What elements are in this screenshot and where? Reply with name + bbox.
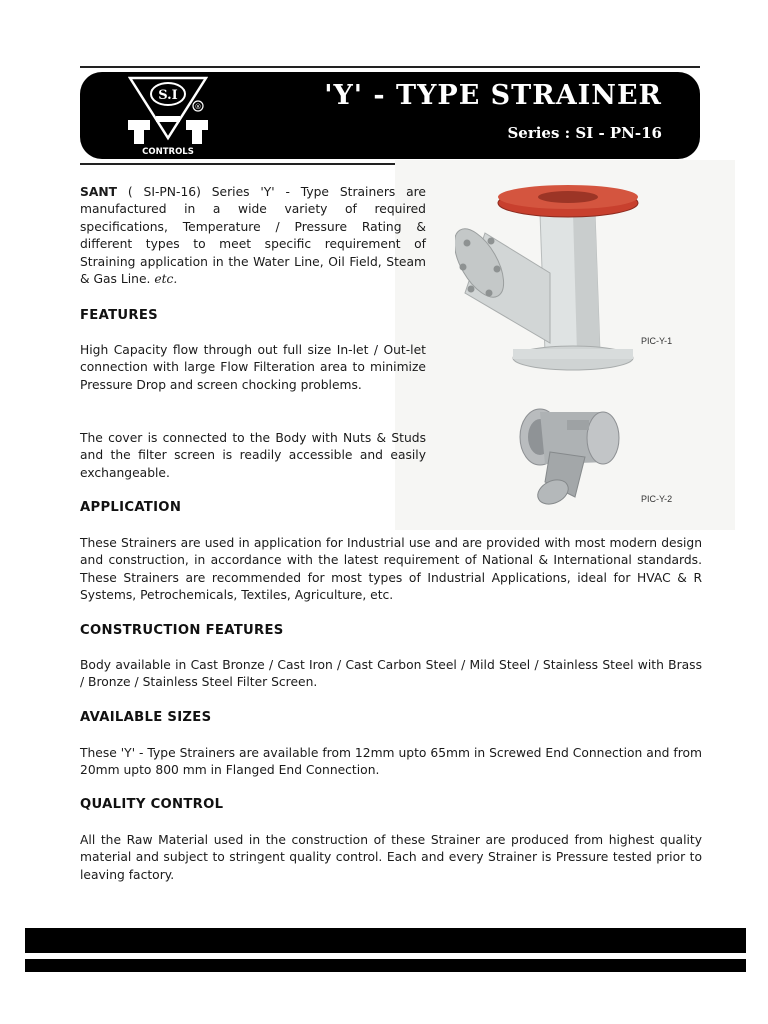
header-top-rule (80, 66, 700, 68)
application-paragraph: These Strainers are used in application for Industrial use and are provided with most modern design and construction, in accordance with the latest requirement of National & International standards. These Strainers are recommended for most types of Industrial Applications, ideal for HVAC & R Systems, Petrochemicals, Textiles, Agriculture, etc. (80, 536, 702, 603)
quality-paragraph: All the Raw Material used in the construction of these Strainer are produced from highest quality material and subject to stringent quality control. Each and every Strainer is Pressure tested prior to leaving factory. (80, 833, 702, 882)
features-heading: FEATURES (80, 308, 158, 323)
features-paragraph-2: The cover is connected to the Body with Nuts & Studs and the filter screen is readily accessible and easily exchangeable. (80, 431, 426, 480)
series-label: Series : SI - PN-16 (507, 124, 662, 142)
quality-heading: QUALITY CONTROL (80, 797, 224, 812)
page-title: 'Y' - TYPE STRAINER (324, 80, 662, 111)
sizes-paragraph: These 'Y' - Type Strainers are available from 12mm upto 65mm in Screwed End Connection and from 20mm upto 800 mm in Flanged End Connection. (80, 746, 702, 778)
registered-mark: ® (194, 103, 202, 111)
application-heading: APPLICATION (80, 500, 182, 515)
logo-text: S.I (158, 88, 178, 103)
pic-y-1-label: PIC-Y-1 (641, 336, 673, 346)
intro-paragraph (80, 184, 426, 288)
pic-y-2-label: PIC-Y-2 (641, 494, 673, 504)
brand-name: SANT (80, 185, 118, 199)
footer-bar (25, 928, 746, 953)
flanged-y-strainer-image (455, 183, 645, 383)
intro-text: ( SI-PN-16) Series 'Y' - Type Strainers are manufactured in a wide variety of required specifications, Temperature / Pressure Rating & different types to meet specific requirement of Straining application in the Water Line, Oil Field, Steam & Gas Line. (80, 185, 426, 287)
footer-bar-thin (25, 959, 746, 972)
intro-etc: etc. (154, 272, 178, 287)
header-banner (80, 72, 700, 159)
si-controls-logo (128, 76, 208, 156)
features-paragraph-1: High Capacity flow through out full size In-let / Out-let connection with large Flow Filteration area to minimize Pressure Drop and screen chocking problems. (80, 343, 426, 392)
sizes-heading: AVAILABLE SIZES (80, 710, 212, 725)
screwed-y-strainer-image (515, 402, 625, 512)
construction-heading: CONSTRUCTION FEATURES (80, 623, 284, 638)
construction-paragraph: Body available in Cast Bronze / Cast Iron / Cast Carbon Steel / Mild Steel / Stainless Steel with Brass / Bronze / Stainless Steel Filter Screen. (80, 658, 702, 690)
logo-subtext: CONTROLS (142, 147, 194, 156)
